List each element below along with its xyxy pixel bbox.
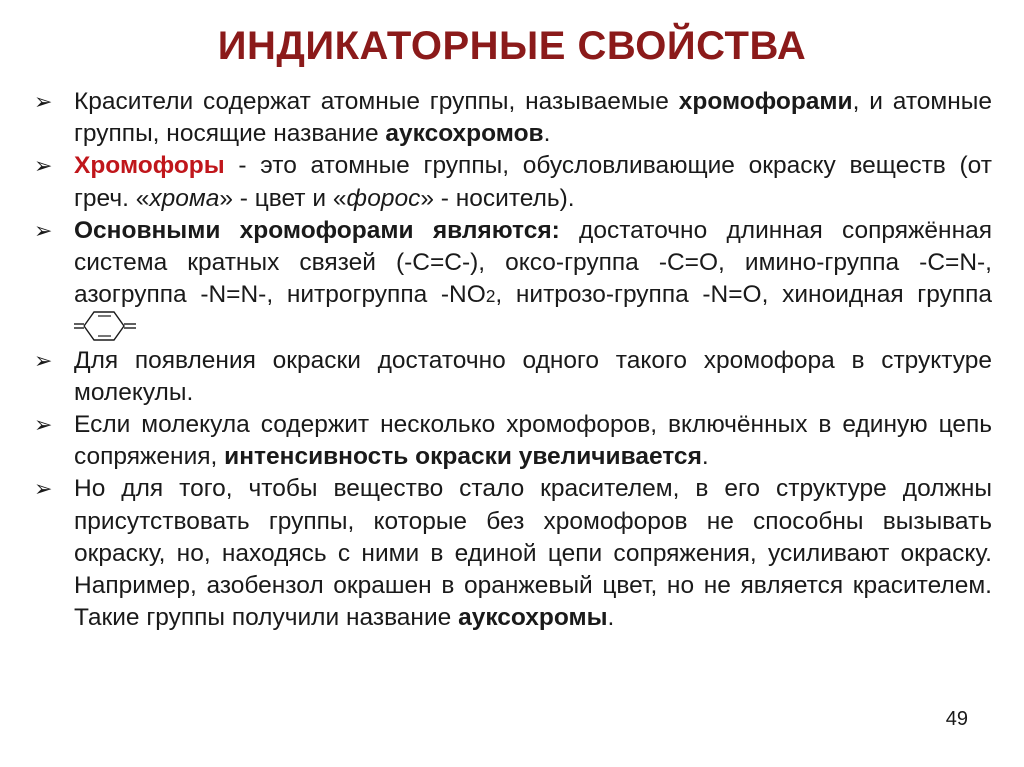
bullet-1-text: Красители содержат атомные группы, называемые [74,88,679,115]
bullet-5-end: . [701,443,709,471]
bullet-3-text-2: , нитрозо-группа -N=O, хиноидная группа [495,281,992,309]
bullet-2-term-chromophores: Хромофоры [74,152,225,180]
bullet-3-subscript: 2 [485,286,496,307]
bullet-3-text: достаточно длинная сопряжённая система кратных связей (-С=С-), оксо-группа -С=О, имино-группа -С=N-, азогруппа -N=N-, нитрогруппа -NO [74,216,992,309]
bullet-6-text: Но для того, чтобы вещество стало красителем, в его структуре должны присутствовать группы, которые без хромофоров не способны вызывать окраску, но, находясь с ними в единой цепи сопряжения, усиливают окраску. Например, азобензол окрашен в оранжевый цвет, но не является красителем. Такие группы получили название [74,475,992,632]
bullet-1-term-chromophores: хромофорами [678,88,853,115]
bullet-1-end: . [543,120,551,148]
bullet-item-2 [32,150,992,214]
bullet-6-end: . [607,604,615,632]
arrowhead-bullet-icon: ➢ [34,476,53,502]
bullet-item-6 [32,473,992,634]
bullet-6-term-auxochromes: ауксохромы [458,604,608,632]
slide-content [32,86,992,634]
bullet-2-greek-chroma: хрома [149,184,220,212]
bullet-item-3 [32,215,992,345]
bullet-2-text: - это атомные группы, обусловливающие окраску веществ (от греч. « [74,152,992,212]
slide-title: ИНДИКАТОРНЫЕ СВОЙСТВА [217,24,807,68]
bullet-2-text-2: » - цвет и « [219,184,347,212]
bullet-2-text-3: » - носитель). [420,184,575,212]
arrowhead-bullet-icon: ➢ [34,217,53,243]
bullet-1-term-auxochromes: ауксохромов [385,120,544,148]
bullet-item-5 [32,409,992,473]
arrowhead-bullet-icon: ➢ [34,347,53,373]
bullet-1-text-2: , и атомные группы, носящие название [74,88,993,148]
page-number: 49 [945,708,968,730]
arrowhead-bullet-icon: ➢ [34,412,53,438]
bullet-5-emphasis: интенсивность окраски увеличивается [224,443,702,471]
bullet-3-heading: Основными хромофорами являются: [74,216,560,244]
bullet-2-greek-phoros: форос [346,184,421,212]
arrowhead-bullet-icon: ➢ [34,89,53,114]
bullet-item-4 [32,345,992,409]
arrowhead-bullet-icon: ➢ [34,153,53,179]
bullet-item-1 [32,86,992,150]
quinoid-group-structure [74,309,138,343]
bullet-5-text: Если молекула содержит несколько хромофоров, включённых в единую цепь сопряжения, [74,411,992,471]
bullet-4-text: Для появления окраски достаточно одного такого хромофора в структуре молекулы. [74,346,992,406]
